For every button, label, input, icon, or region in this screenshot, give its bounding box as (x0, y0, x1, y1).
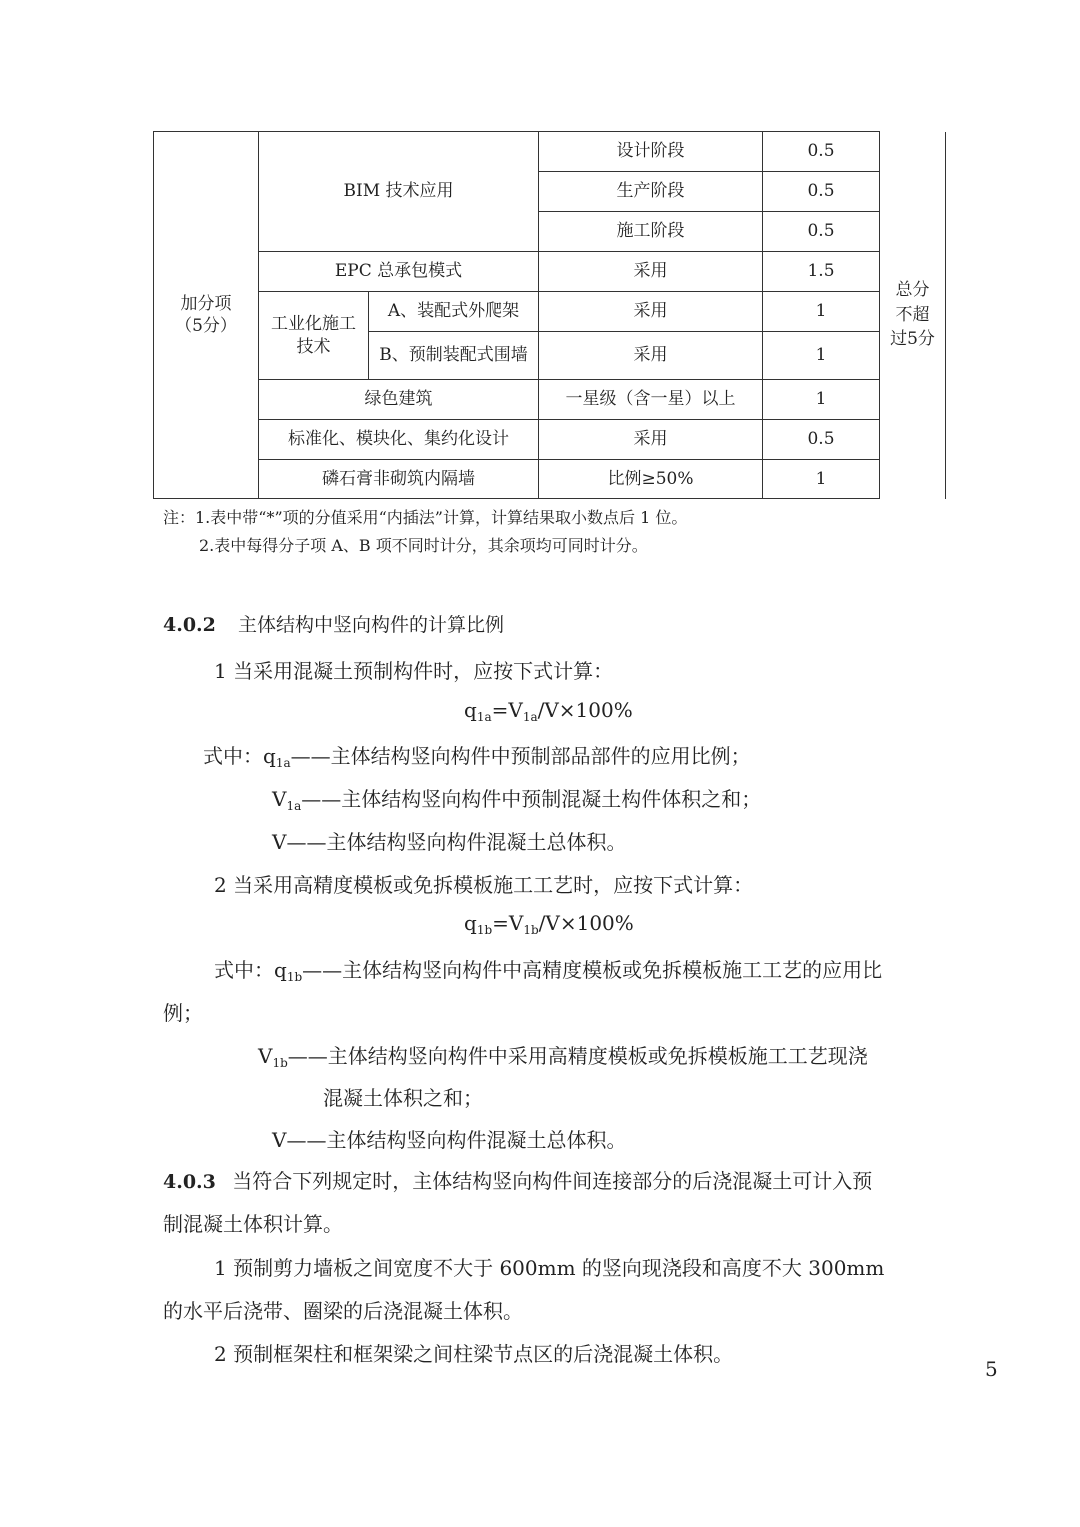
section-4-0-2-heading (163, 610, 504, 637)
definition-v1b-cont: 混凝土体积之和； (323, 1086, 483, 1110)
gypsum-label: 磷石膏非砌筑内隔墙 (259, 460, 539, 499)
definition-v-2: V——主体结构竖向构件混凝土总体积。 (272, 1128, 627, 1152)
bim-stage-construction: 施工阶段 (539, 212, 763, 252)
bim-stage-design: 设计阶段 (539, 132, 763, 172)
table-note-1: 注：1.表中带“*”项的分值采用“内插法”计算，计算结果取小数点后 1 位。 (163, 508, 688, 527)
bim-stage-production: 生产阶段 (539, 172, 763, 212)
industrial-score-b: 1 (763, 332, 880, 380)
group-score: （5分） (175, 316, 237, 336)
industrial-req-a: 采用 (539, 292, 763, 332)
section-4-0-3-line2: 制混凝土体积计算。 (163, 1212, 343, 1236)
formula-1: $q_{1a}=V_{1a}/V\times 100\%$ (464, 698, 633, 724)
item-4-0-3-1b: 的水平后浇带、圈梁的后浇混凝土体积。 (163, 1299, 523, 1323)
epc-label: EPC 总承包模式 (259, 252, 539, 292)
formula-2: $q_{1b}=V_{1b}/V\times 100\%$ (464, 911, 634, 937)
definition-q1b-cont: 例； (163, 1001, 203, 1025)
standard-label: 标准化、模块化、集约化设计 (259, 420, 539, 460)
epc-score: 1.5 (763, 252, 880, 292)
definition-v1a: $V_{1a}——$主体结构竖向构件中预制混凝土构件体积之和； (272, 787, 762, 813)
bim-label: BIM 技术应用 (259, 132, 539, 252)
section-number-4-0-3: 4.0.3 (163, 1171, 216, 1193)
section-4-0-3-line1: 4.0.3 当符合下列规定时，主体结构竖向构件间连接部分的后浇混凝土可计入预 (163, 1169, 873, 1193)
definition-q1b: 式中：$q_{1b}——$主体结构竖向构件中高精度模板或免拆模板施工工艺的应用比 (214, 958, 883, 984)
bonus-score-table (153, 131, 946, 499)
item-4-0-3-1a: 1 预制剪力墙板之间宽度不大于 600mm 的竖向现浇段和高度不大 300mm (214, 1256, 885, 1280)
industrial-item-a: A、装配式外爬架 (369, 292, 539, 332)
bim-score-production: 0.5 (763, 172, 880, 212)
gypsum-score: 1 (763, 460, 880, 499)
industrial-label: 工业化施工技术 (259, 292, 369, 380)
page-number: 5 (985, 1357, 998, 1381)
industrial-item-b: B、预制装配式围墙 (369, 332, 539, 380)
item-4-0-3-2: 2 预制框架柱和框架梁之间柱梁节点区的后浇混凝土体积。 (214, 1342, 734, 1366)
group-label: 加分项 (180, 293, 232, 314)
total-note: 总分不超过5分 (880, 132, 946, 499)
gypsum-requirement: 比例≥50% (539, 460, 763, 499)
standard-score: 0.5 (763, 420, 880, 460)
industrial-score-a: 1 (763, 292, 880, 332)
section-number: 4.0.2 (163, 614, 216, 636)
green-requirement: 一星级（含一星）以上 (539, 380, 763, 420)
definition-q1a: 式中：$q_{1a}——$主体结构竖向构件中预制部品部件的应用比例； (203, 744, 751, 770)
industrial-req-b: 采用 (539, 332, 763, 380)
standard-requirement: 采用 (539, 420, 763, 460)
section-title: 主体结构中竖向构件的计算比例 (237, 614, 504, 636)
green-score: 1 (763, 380, 880, 420)
group-cell (154, 132, 259, 499)
definition-v: V——主体结构竖向构件混凝土总体积。 (272, 830, 627, 854)
item-1: 1 当采用混凝土预制构件时，应按下式计算： (214, 659, 614, 683)
item-2: 2 当采用高精度模板或免拆模板施工工艺时，应按下式计算： (214, 873, 754, 897)
epc-requirement: 采用 (539, 252, 763, 292)
bim-score-construction: 0.5 (763, 212, 880, 252)
table-note-2: 2.表中每得分子项 A、B 项不同时计分，其余项均可同时计分。 (199, 536, 648, 555)
definition-v1b: $V_{1b}——$主体结构竖向构件中采用高精度模板或免拆模板施工工艺现浇 (258, 1044, 868, 1070)
green-label: 绿色建筑 (259, 380, 539, 420)
bim-score-design: 0.5 (763, 132, 880, 172)
